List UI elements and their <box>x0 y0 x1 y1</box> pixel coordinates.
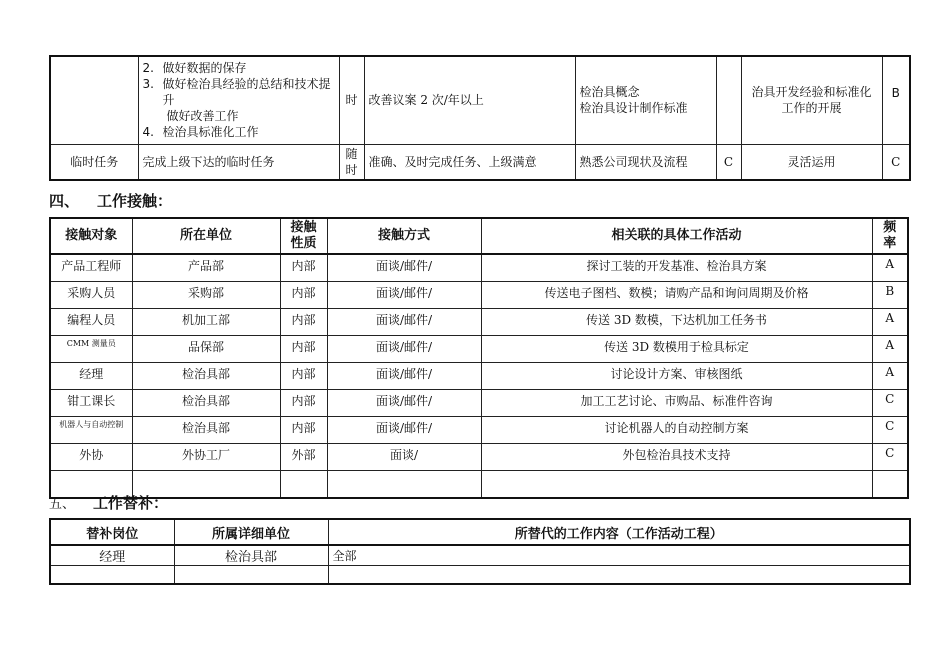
duty-knowledge-level <box>716 56 741 144</box>
contact-method: 面谈/邮件/ <box>327 309 481 336</box>
contact-nature: 内部 <box>280 309 327 336</box>
duty-row <box>50 144 910 180</box>
substitute-unit <box>174 566 328 585</box>
contact-target: 编程人员 <box>50 309 132 336</box>
header-target: 接触对象 <box>50 218 132 254</box>
header-sub-unit: 所属详细单位 <box>174 519 328 545</box>
contact-nature: 内部 <box>280 417 327 444</box>
duty-skill: 治具开发经验和标准化 工作的开展 <box>741 56 882 144</box>
contact-frequency: B <box>872 282 908 309</box>
duty-item: 3. 做好检治具经验的总结和技术提 <box>142 77 331 92</box>
duty-items <box>138 56 339 144</box>
header-method: 接触方式 <box>327 218 481 254</box>
contact-method: 面谈/邮件/ <box>327 254 481 282</box>
duty-item: 2. 做好数据的保存 <box>142 61 247 76</box>
table-row <box>50 363 908 390</box>
contact-nature: 外部 <box>280 444 327 471</box>
contact-frequency: C <box>872 390 908 417</box>
contact-frequency: C <box>872 444 908 471</box>
substitute-position: 经理 <box>50 545 174 566</box>
substitute-unit: 检治具部 <box>174 545 328 566</box>
contact-unit: 检治具部 <box>132 390 280 417</box>
duty-knowledge: 熟悉公司现状及流程 <box>575 144 716 180</box>
contact-unit: 检治具部 <box>132 363 280 390</box>
duty-standard: 准确、及时完成任务、上级满意 <box>364 144 575 180</box>
header-frequency: 频 率 <box>872 218 908 254</box>
duty-skill-level: C <box>882 144 910 180</box>
section-heading-contact: 四、 工作接触： <box>49 192 173 210</box>
contact-unit: 机加工部 <box>132 309 280 336</box>
contact-nature: 内部 <box>280 282 327 309</box>
contact-activity: 加工工艺讨论、市购品、标准件咨询 <box>481 390 872 417</box>
contact-method: 面谈/邮件/ <box>327 390 481 417</box>
section-heading-substitute: 五、 工作替补： <box>49 494 169 512</box>
contact-frequency <box>872 471 908 499</box>
substitute-header-row <box>50 519 910 545</box>
contact-unit: 检治具部 <box>132 417 280 444</box>
header-unit: 所在单位 <box>132 218 280 254</box>
contact-nature: 内部 <box>280 336 327 363</box>
contact-unit: 采购部 <box>132 282 280 309</box>
substitute-content <box>328 566 910 585</box>
duty-frequency: 时 <box>339 56 364 144</box>
contact-nature: 内部 <box>280 363 327 390</box>
contact-target: 采购人员 <box>50 282 132 309</box>
contact-nature <box>280 471 327 499</box>
table-row <box>50 254 908 282</box>
table-row <box>50 545 910 566</box>
contact-body <box>50 254 908 498</box>
table-row <box>50 309 908 336</box>
duty-row <box>50 56 910 144</box>
duty-table <box>49 55 911 181</box>
contact-frequency: A <box>872 336 908 363</box>
substitute-table <box>49 518 911 585</box>
duty-category: 临时任务 <box>50 144 138 180</box>
header-nature: 接触 性质 <box>280 218 327 254</box>
table-row <box>50 444 908 471</box>
contact-method: 面谈/邮件/ <box>327 282 481 309</box>
substitute-position <box>50 566 174 585</box>
header-activity: 相关联的具体工作活动 <box>481 218 872 254</box>
contact-frequency: A <box>872 363 908 390</box>
contact-nature: 内部 <box>280 390 327 417</box>
duty-item: 做好改善工作 <box>166 109 239 124</box>
header-position: 替补岗位 <box>50 519 174 545</box>
contact-target: 机器人与自动控制 <box>50 417 132 444</box>
duty-standard: 改善议案 2 次/年以上 <box>364 56 575 144</box>
contact-frequency: C <box>872 417 908 444</box>
contact-method: 面谈/邮件/ <box>327 417 481 444</box>
duty-task: 完成上级下达的临时任务 <box>138 144 339 180</box>
contact-activity: 讨论设计方案、审核图纸 <box>481 363 872 390</box>
contact-unit: 外协工厂 <box>132 444 280 471</box>
table-row <box>50 390 908 417</box>
contact-method: 面谈/邮件/ <box>327 336 481 363</box>
contact-method <box>327 471 481 499</box>
contact-target: CMM 测量员 <box>50 336 132 363</box>
duty-skill: 灵活运用 <box>741 144 882 180</box>
contact-activity: 探讨工装的开发基准、检治具方案 <box>481 254 872 282</box>
contact-unit: 品保部 <box>132 336 280 363</box>
contact-nature: 内部 <box>280 254 327 282</box>
contact-method: 面谈/邮件/ <box>327 363 481 390</box>
contact-method: 面谈/ <box>327 444 481 471</box>
contact-frequency: A <box>872 254 908 282</box>
contact-unit: 产品部 <box>132 254 280 282</box>
table-row <box>50 471 908 499</box>
contact-target: 钳工课长 <box>50 390 132 417</box>
contact-table <box>49 217 909 499</box>
contact-frequency: A <box>872 309 908 336</box>
header-content: 所替代的工作内容（工作活动工程） <box>328 519 910 545</box>
duty-skill-level: B <box>882 56 910 144</box>
table-row <box>50 417 908 444</box>
contact-target: 经理 <box>50 363 132 390</box>
table-row <box>50 336 908 363</box>
contact-activity: 传送电子图档、数模；请购产品和询问周期及价格 <box>481 282 872 309</box>
duty-category <box>50 56 138 144</box>
substitute-body <box>50 545 910 584</box>
contact-activity <box>481 471 872 499</box>
contact-activity: 讨论机器人的自动控制方案 <box>481 417 872 444</box>
duty-item: 升 <box>162 93 175 108</box>
table-row <box>50 566 910 585</box>
substitute-content: 全部 <box>328 545 910 566</box>
contact-activity: 传送 3D 数模用于检具标定 <box>481 336 872 363</box>
contact-activity: 传送 3D 数模，下达机加工任务书 <box>481 309 872 336</box>
contact-target: 产品工程师 <box>50 254 132 282</box>
contact-activity: 外包检治具技术支持 <box>481 444 872 471</box>
contact-target: 外协 <box>50 444 132 471</box>
duty-item: 4. 检治具标准化工作 <box>142 125 259 140</box>
duty-frequency: 随 时 <box>339 144 364 180</box>
duty-knowledge: 检治具概念 检治具设计制作标准 <box>575 56 716 144</box>
duty-knowledge-level: C <box>716 144 741 180</box>
contact-header-row <box>50 218 908 254</box>
table-row <box>50 282 908 309</box>
